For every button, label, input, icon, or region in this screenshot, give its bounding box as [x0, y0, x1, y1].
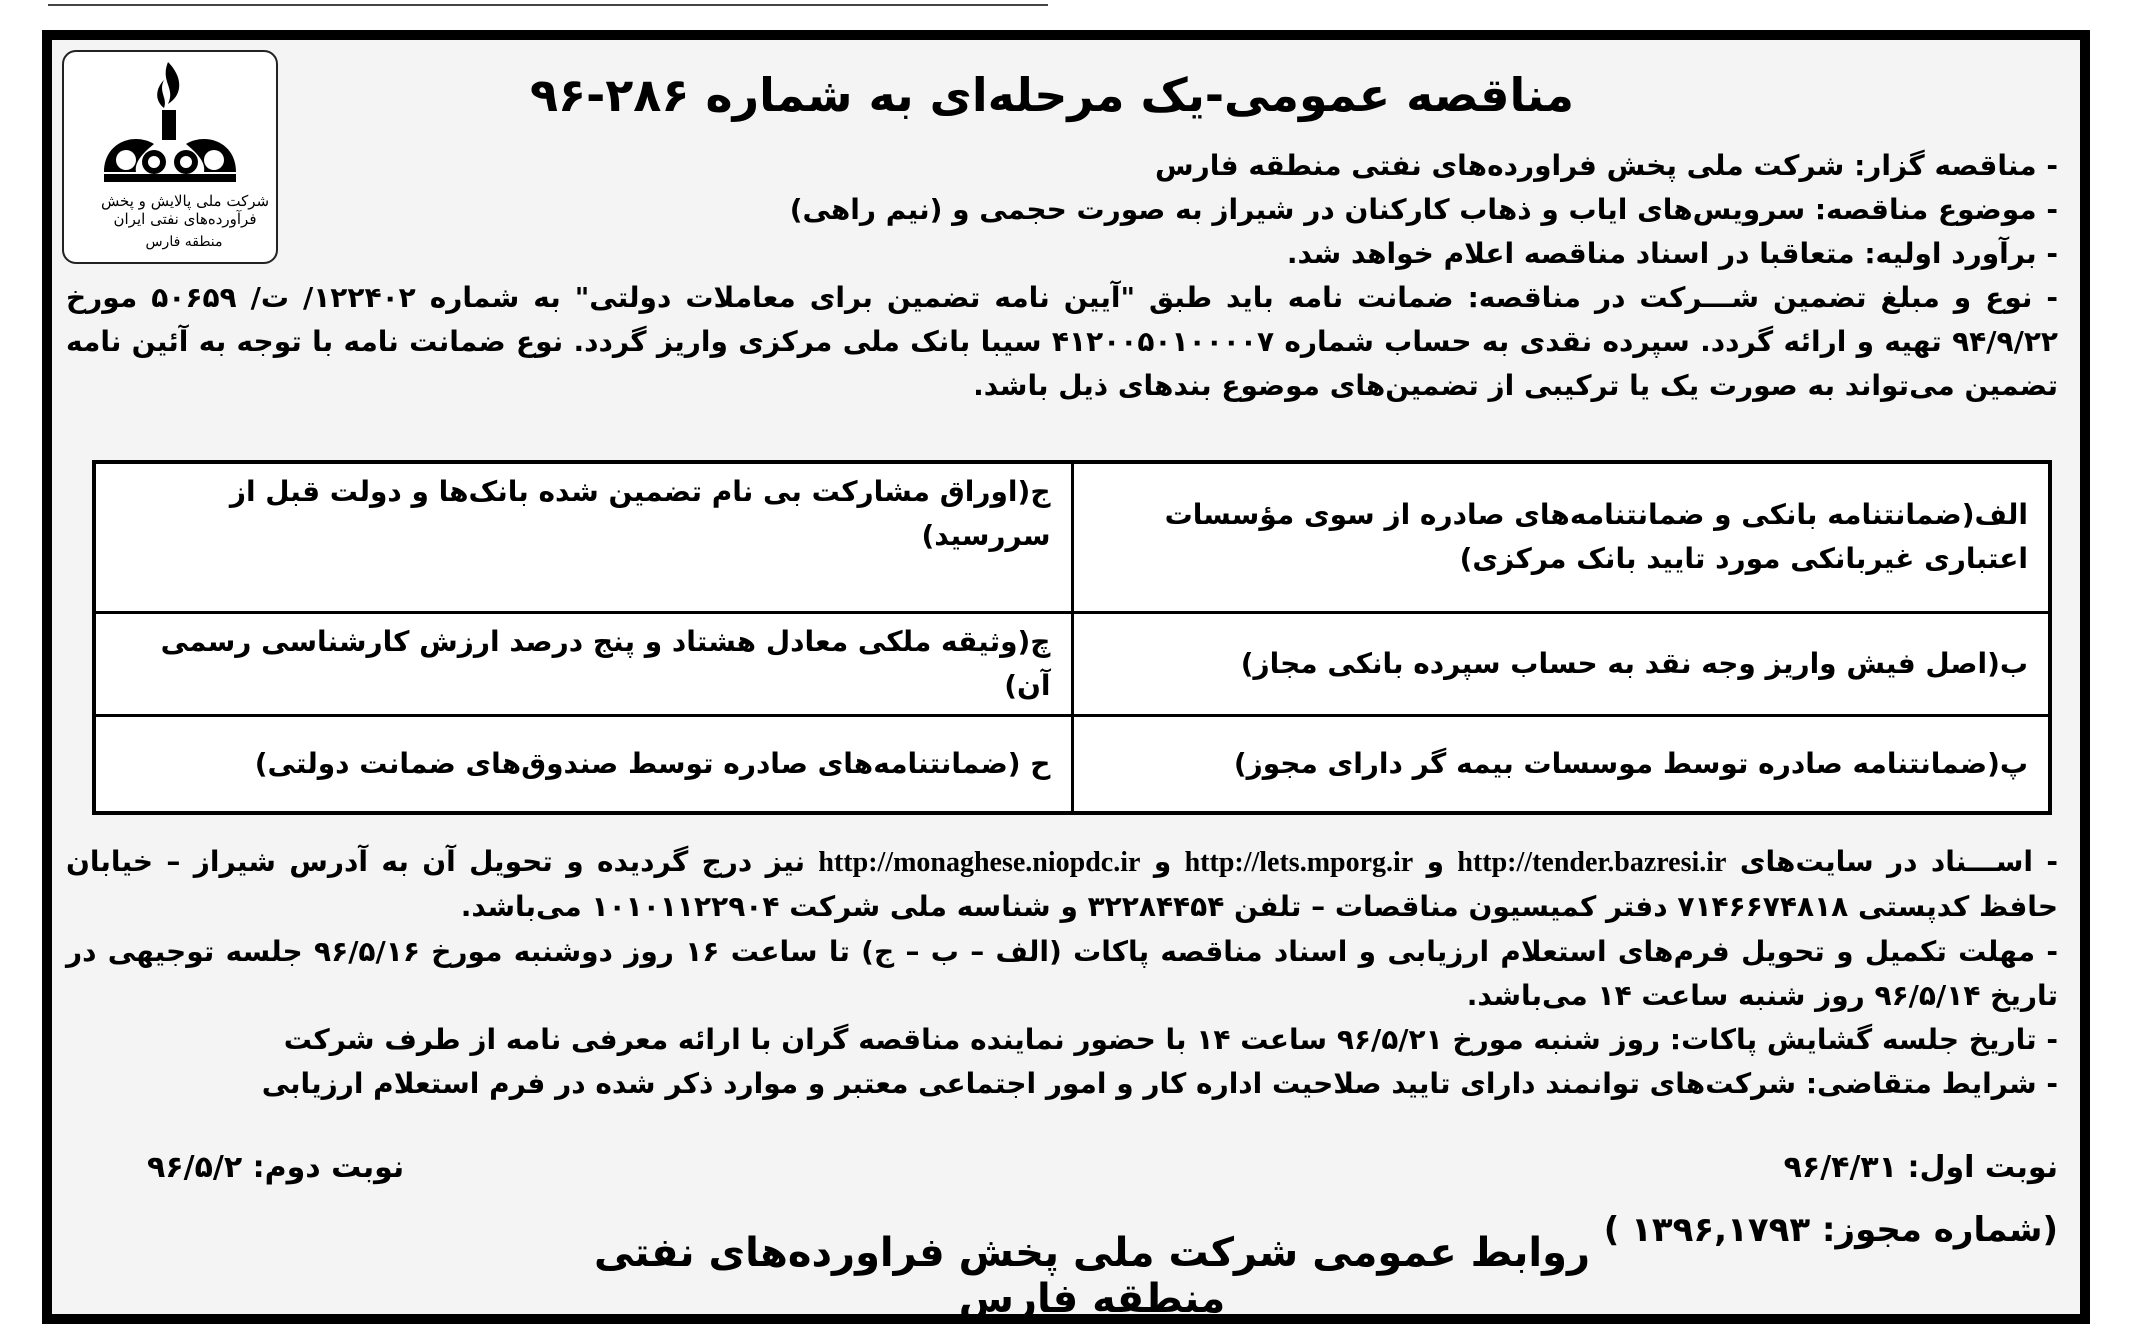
tender-subject: - موضوع مناقصه: سرویس‌های ایاب و ذهاب کارکنان در شیراز به صورت حجمی و (نیم راهی) [789, 193, 2058, 226]
submission-deadline: - مهلت تکمیل و تحویل فرم‌های استعلام ارزیابی و اسناد مناقصه پاکات (الف – ب – ج) تا ساعت ۱۶ روز دوشنبه مورخ ۹۶/۵/۱۶ جلسه توجیهی در تاریخ ۹۶/۵/۱۴ روز شنبه ساعت ۱۴ می‌باشد. [66, 935, 2058, 1012]
and-text-1: و [1426, 845, 1445, 878]
documents-prefix: - اســـناد در سایت‌های [1739, 845, 2059, 878]
logo-region: منطقه فارس [145, 234, 223, 250]
lets-mporg-link[interactable]: http://lets.mporg.ir [1184, 847, 1414, 878]
guarantee-description: - نوع و مبلغ تضمین شـــرکت در مناقصه: ضمانت نامه باید طبق "آیین نامه تضمین برای معاملات دولتی" به شماره ۱۲۲۴۰۲/ ت/ ۵۰۶۵۹ مورخ ۹۴/۹/۲۲ تهیه و ارائه گردد. سپرده نقدی به حساب شماره ۴۱۲۰۰۵۰۱۰۰۰۰۷ سیبا بانک ملی مرکزی واریز گردد. نوع ضمانت نامه با توجه به آئین نامه تضمین می‌تواند به صورت یک یا ترکیبی از تضمین‌های موضوع بندهای ذیل باشد. [66, 281, 2059, 402]
opening-session: - تاریخ جلسه گشایش پاکات: روز شنبه مورخ ۹۶/۵/۲۱ ساعت ۱۴ با حضور نماینده مناقصه گران با ارائه معرفی نامه از طرف شرکت [283, 1023, 2058, 1056]
guarantee-che: چ(وثیقه ملکی معادل هشتاد و پنج درصد ارزش کارشناسی رسمی آن) [94, 612, 1072, 715]
second-publication-date: نوبت دوم: ۹۶/۵/۲ [147, 1150, 405, 1185]
public-relations-signature: روابط عمومی شرکت ملی پخش فراورده‌های نفتی منطقه فارس [593, 1230, 1591, 1322]
top-border-line [48, 0, 1048, 6]
documents-address: نیز درج گردیده و تحویل آن به آدرس شیراز – خیابان حافظ کدپستی ۷۱۴۶۶۷۴۸۱۸ دفتر کمیسیون مناقصات – تلفن ۳۲۲۸۴۴۵۴ و شناسه ملی شرکت ۱۰۱۰۱۱۲۲۹۰۴ می‌باشد. [66, 845, 2058, 923]
logo-caption: شرکت ملی پالایش و پخش فرآورده‌های نفتی ایران [100, 192, 270, 228]
guarantee-jim: ج(اوراق مشارکت بی نام تضمین شده بانک‌ها و دولت قبل از سررسید) [94, 462, 1072, 612]
tender-bazresi-link[interactable]: http://tender.bazresi.ir [1457, 847, 1727, 878]
advertisement-frame [42, 30, 2090, 1324]
first-publication-date: نوبت اول: ۹۶/۴/۳۱ [1783, 1150, 2058, 1185]
guarantee-he: ح (ضمانتنامه‌های صادره توسط صندوق‌های ضمانت دولتی) [94, 715, 1072, 813]
applicant-conditions: - شرایط متقاضی: شرکت‌های توانمند دارای تایید صلاحیت اداره کار و امور اجتماعی معتبر و موارد ذکر شده در فرم استعلام ارزیابی [261, 1067, 2058, 1100]
tender-organizer: - مناقصه گزار: شرکت ملی پخش فراورده‌های نفتی منطقه فارس [1155, 149, 2058, 182]
monaghese-niopdc-link[interactable]: http://monaghese.niopdc.ir [818, 847, 1141, 878]
initial-estimate: - برآورد اولیه: متعاقبا در اسناد مناقصه اعلام خواهد شد. [1286, 237, 2058, 270]
guarantee-be: ب(اصل فیش واریز وجه نقد به حساب سپرده بانکی مجاز) [1072, 612, 2050, 715]
tender-title: مناقصه عمومی-یک مرحله‌ای به شماره ۲۸۶-۹۶ [529, 68, 1575, 122]
guarantee-alef: الف(ضمانتنامه بانکی و ضمانتنامه‌های صادره از سوی مؤسسات اعتباری غیربانکی مورد تایید بانک مرکزی) [1072, 462, 2050, 612]
permit-number: (شماره مجوز: ۱۳۹۶,۱۷۹۳ ) [1603, 1210, 2058, 1250]
and-text-2: و [1153, 845, 1172, 878]
guarantee-pe: پ(ضمانتنامه صادره توسط موسسات بیمه گر دارای مجوز) [1072, 715, 2050, 813]
documents-info [66, 840, 2058, 929]
guarantee-types-table [92, 460, 2052, 815]
